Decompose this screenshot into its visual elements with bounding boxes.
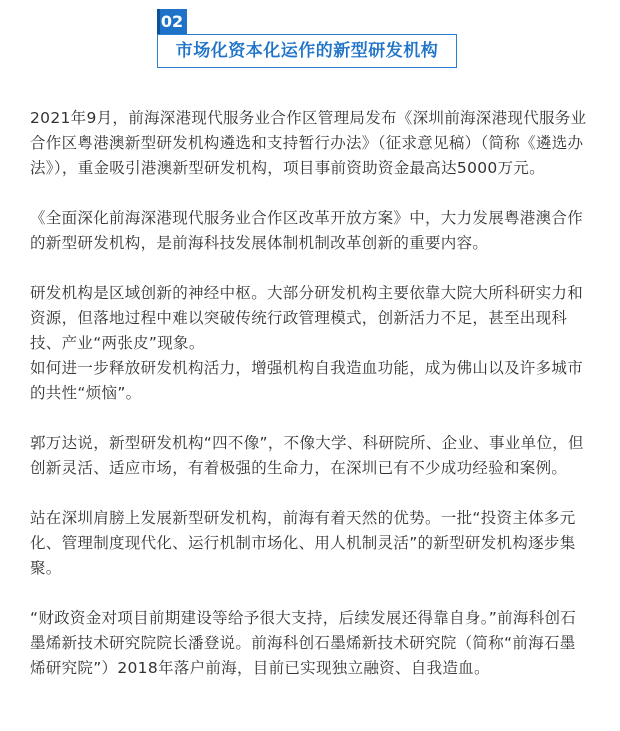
paragraph: 2021年9月，前海深港现代服务业合作区管理局发布《深圳前海深港现代服务业合作区粤港澳新型研发机构遴选和支持暂行办法》（征求意见稿）（简称《遴选办法》），重金吸引港澳新型研发机构，项目事前资助资金最高达5000万元。 [30,109,587,177]
paragraph: 站在深圳肩膀上发展新型研发机构，前海有着天然的优势。一批“投资主体多元化、管理制度现代化、运行机制市场化、用人机制灵活”的新型研发机构逐步集聚。 [30,509,576,577]
section-number-badge: 02 [157,9,187,34]
paragraph: 如何进一步释放研发机构活力，增强机构自我造血功能，成为佛山以及许多城市的共性“烦恼”。 [30,359,584,402]
section-title: 市场化资本化运作的新型研发机构 [175,41,439,61]
section-number-accent [157,9,160,34]
paragraph: 《全面深化前海深港现代服务业合作区改革开放方案》中，大力发展粤港澳合作的新型研发机构，是前海科技发展体制机制改革创新的重要内容。 [30,209,584,252]
paragraph: “财政资金对项目前期建设等给予很大支持，后续发展还得靠自身。”前海科创石墨烯新技术研究院院长潘登说。前海科创石墨烯新技术研究院（简称“前海石墨烯研究院”）2018年落户前海，目前已实现独立融资、自我造血。 [30,609,577,677]
paragraph: 郭万达说，新型研发机构“四不像”，不像大学、科研院所、企业、事业单位，但创新灵活、适应市场，有着极强的生命力，在深圳已有不少成功经验和案例。 [30,434,584,477]
article-body [30,106,590,706]
paragraph: 研发机构是区域创新的神经中枢。大部分研发机构主要依靠大院大所科研实力和资源，但落地过程中难以突破传统行政管理模式，创新活力不足，甚至出现科技、产业“两张皮”现象。 [30,284,584,352]
